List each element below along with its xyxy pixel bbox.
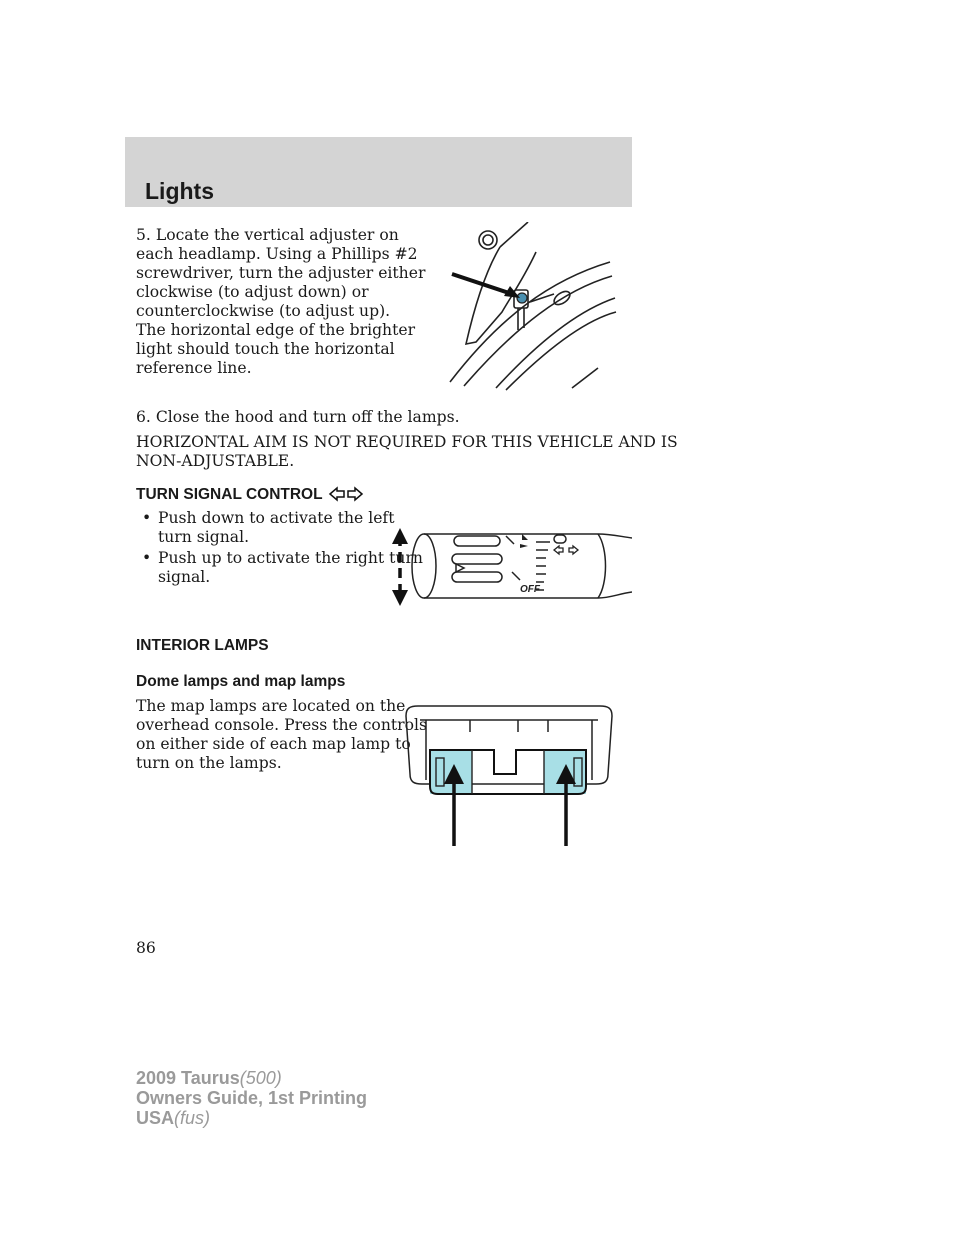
headlamp-adjuster-illustration xyxy=(440,222,620,392)
interior-lamps-line-4: turn on the lamps. xyxy=(136,754,282,772)
interior-lamps-line-3: on either side of each map lamp to xyxy=(136,735,411,753)
stalk-off-label: OFF xyxy=(520,584,540,595)
turn-signal-heading: TURN SIGNAL CONTROL xyxy=(136,486,323,503)
step5-line-4: clockwise (to adjust down) or xyxy=(136,283,369,301)
step5-line-5: counterclockwise (to adjust up). xyxy=(136,302,391,320)
interior-lamps-heading: INTERIOR LAMPS xyxy=(136,637,269,654)
step5-line-6: The horizontal edge of the brighter xyxy=(136,321,416,339)
footer-model: 2009 Taurus xyxy=(136,1068,240,1088)
turn-signal-arrows-icon xyxy=(328,486,364,502)
bullet-dot: • xyxy=(142,509,152,527)
footer-line-1 xyxy=(136,1068,367,1088)
step5-line-7: light should touch the horizontal xyxy=(136,340,395,358)
page-number: 86 xyxy=(136,939,156,957)
footer-line-3 xyxy=(136,1108,367,1128)
step5-line-8: reference line. xyxy=(136,359,252,377)
horizontal-note-line-1: HORIZONTAL AIM IS NOT REQUIRED FOR THIS VEHICLE AND IS xyxy=(136,433,678,451)
bullet1-line-1: Push down to activate the left xyxy=(158,509,395,527)
footer-model-code: (500) xyxy=(239,1068,282,1088)
bullet2-line-2: signal. xyxy=(158,568,211,586)
step6-text: 6. Close the hood and turn off the lamps. xyxy=(136,408,460,426)
interior-lamps-line-2: overhead console. Press the controls xyxy=(136,716,427,734)
step5-line-1: 5. Locate the vertical adjuster on xyxy=(136,226,399,244)
turn-signal-stalk-illustration xyxy=(388,522,632,608)
section-title: Lights xyxy=(145,178,214,204)
footer-guide: Owners Guide, 1st Printing xyxy=(136,1088,368,1108)
turn-signal-heading-row xyxy=(136,486,364,504)
interior-lamps-line-1: The map lamps are located on the xyxy=(136,697,406,715)
bullet1-line-2: turn signal. xyxy=(158,528,250,546)
bullet2-line-1: Push up to activate the right turn xyxy=(158,549,423,567)
overhead-console-illustration xyxy=(398,702,620,848)
horizontal-note-line-2: NON-ADJUSTABLE. xyxy=(136,452,295,470)
print-footer xyxy=(136,1068,367,1128)
footer-market: USA xyxy=(136,1108,175,1128)
dome-map-lamps-subheading: Dome lamps and map lamps xyxy=(136,673,346,690)
bullet-dot: • xyxy=(142,549,152,567)
step5-line-2: each headlamp. Using a Phillips #2 xyxy=(136,245,418,263)
step5-line-3: screwdriver, turn the adjuster either xyxy=(136,264,426,282)
footer-market-code: (fus) xyxy=(174,1108,211,1128)
